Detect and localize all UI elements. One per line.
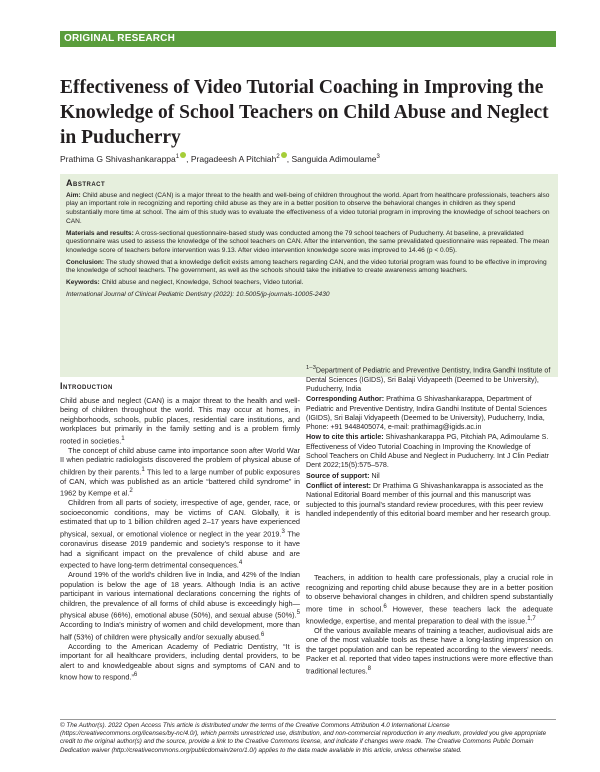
paragraph: Child abuse and neglect (CAN) is a major threat to the health and well-being of children throughout the world. This may occur at homes, in neighborhoods, schools, public places, residential care institutions, and workplaces but primarily in the family setting and is a problem firmly rooted in societies.$^1$ (60, 395, 300, 446)
reference-link[interactable]: 1,7 (527, 614, 536, 622)
paragraph: Children from all parts of society, irrespective of age, gender, race, or socioeconomic conditions, may be victims of CAN. Globally, it is estimated that up to 1 billion children aged 2–17 years have experienced physical, sexual, or emotional violence or neglect in the year 2019.$^3$ The coronavirus disease 2019 pandemic and society's response to it have had a significant impact on the prevalence of child abuse and are expected to have long-term detrimental consequences.$^4$ (60, 498, 300, 570)
paragraph: Teachers, in addition to health care professionals, play a crucial role in recognizing and reporting child abuse because they are in a better position to observe behavioral changes in children, and children spend substantially more time in school.$^6$ However, these teachers lack the adequate knowledge, expertise, and mental preparation to deal with the issue.$^{1,7}$ (306, 573, 553, 626)
reference-link[interactable]: 4 (238, 559, 243, 567)
paragraph: Of the various available means of training a teacher, audiovisual aids are one of the most valuable tools as these have a long-lasting impression on the target population and can be repeated according to the viewers' needs. Packer et al. reported that video tapes instructions were more effective than traditional lectures.$^8$ (306, 625, 553, 676)
reference-link[interactable]: 6 (260, 630, 265, 638)
paragraph: According to the American Academy of Pediatric Dentistry, “It is important for all healthcare providers, including dental providers, to be alert to and knowledgeable about signs and symptoms of CAN and to know how to respond.”$^6$ (60, 641, 300, 682)
abstract-box (60, 174, 558, 377)
article-title: Effectiveness of Video Tutorial Coaching in Improving the Knowledge of School Teachers on Child Abuse and Neglect in Puducherry (60, 77, 549, 148)
reference-link[interactable]: 8 (367, 664, 372, 672)
license-footer: © The Author(s). 2022 Open Access This article is distributed under the terms of the Creative Commons Attribution 4.0 International License (https://creativecommons.org/licenses/by-nc/4.0/), which permits unrestricted use, distribution, and non-commercial reproduction in any medium, provided you give appropriate credit to the original author(s) and the source, provide a link to the Creative Commons license, and indicate if changes were made. The Creative Commons Public Domain Dedication waiver (http://creativecommons.org/publicdomain/zero/1.0/) applies to the data made available in this article, unless otherwise stated. (60, 719, 556, 755)
reference-link[interactable]: 1 (121, 434, 125, 442)
affiliation-sup: 3 (376, 154, 380, 160)
journal-citation[interactable]: International Journal of Clinical Pediatric Dentistry (2022): 10.5005/jp-journals-10005-2430 (66, 290, 330, 298)
affiliation: $^{1-3}$Department of Pediatric and Preventive Dentistry, Indira Gandhi Institute of Dental Sciences (IGIDS), Sri Balaji Vidyapeeth (Deemed to be University), Puducherry, India (306, 365, 551, 393)
paragraph: The concept of child abuse came into importance soon after World War II when pediatric radiologists discovered the problem of physical abuse of children by their parents.$^1$ This led to a large number of public exposures of CAN, which was published as an article “battered child syndrome” in 1962 by Kempe et al.$^2$ (60, 445, 300, 498)
orcid-icon[interactable] (281, 152, 287, 158)
author-name[interactable]: Prathima G Shivashankarappa (60, 153, 176, 164)
reference-link[interactable]: 1 (141, 465, 145, 473)
orcid-icon[interactable] (180, 152, 186, 158)
how-to-cite: How to cite this article: Shivashankarappa PG, Pitchiah PA, Adimoulame S. Effectiveness of Video Tutorial Coaching in Improving the Knowledge of School Teachers on Child Abuse and Neglect in Puducherry. Int J Clin Pediatr Dent 2022;15(5):575–578. (306, 433, 550, 470)
reference-link[interactable]: 3 (281, 527, 285, 535)
reference-link[interactable]: 5 (296, 609, 300, 617)
conflict-of-interest: Conflict of interest: Dr Prathima G Shivashankarappa is associated as the National Editorial Board member of this journal and this manuscript was subjected to this journal's standard review procedures, with this peer review handled independently of this editorial board member and her research group. (306, 481, 551, 518)
corresponding-author: Corresponding Author: Prathima G Shivashankarappa, Department of Pediatric and Preventive Dentistry, Indira Gandhi Institute of Dental Sciences (IGIDS), Sri Balaji Vidyapeeth (Deemed to be University), Puducherry, India, Phone: +91 9448405074, e-mail: prathimag@igids.ac.in (306, 395, 547, 432)
author-name[interactable]: Pragadeesh A Pitchiah (190, 153, 277, 164)
affiliation-sup: 1 (175, 154, 180, 160)
abstract-aim: Aim: Child abuse and neglect (CAN) is a major threat to the health and well-being of children throughout the world. Apart from healthcare professionals, teachers also play an important role in recognizing and reporting child abuse as they are in a better position to observe the behavioral changes in children as they spend substantially more time at school. The aim of this study was to evaluate the effectiveness of a video tutorial program in improving the knowledge of school teachers on CAN. (66, 191, 550, 225)
paragraph: Around 19% of the world's children live in India, and 42% of the Indian population is below the age of 18 years. Although India is an active participant in various international declarations concerning the rights of children, the prevalence of all forms of child abuse is exceedingly high—physical abuse (66%), emotional abuse (50%), and sexual abuse (50%).$^5$ According to India's ministry of women and child development, more than half (53%) of children were physically and/or sexually abused.$^6$ (60, 570, 300, 642)
right-body-column (306, 573, 553, 676)
affiliation-sup: 2 (276, 154, 280, 160)
reference-link[interactable]: 6 (383, 602, 387, 610)
introduction-heading: Introduction (60, 381, 113, 391)
abstract-keywords: Keywords: Child abuse and neglect, Knowledge, School teachers, Video tutorial. (66, 279, 304, 287)
section-tag: ORIGINAL RESEARCH (60, 31, 556, 47)
author-list: Prathima G Shivashankarappa$^1$ , Pragadeesh A Pitchiah$^2$ , Sanguida Adimoulame$^3$ (60, 153, 380, 164)
author-name[interactable]: Sanguida Adimoulame (291, 153, 377, 164)
reference-link[interactable]: 6 (133, 671, 138, 679)
reference-link[interactable]: 2 (129, 487, 133, 495)
article-info-column (306, 364, 553, 520)
source-of-support: Source of support: Nil (306, 471, 380, 480)
abstract-methods: Materials and results: A cross-sectional questionnaire-based study was conducted among the 79 school teachers of Puducherry. At baseline, a prevalidated questionnaire was used to assess the knowledge of the school teachers on CAN. After the intervention, the same prevalidated questionnaire was repeated. The mean knowledge score of teachers before intervention was 9.13. After video intervention knowledge score was improved to 14.46 (p < 0.05). (66, 229, 550, 254)
introduction-column (60, 382, 300, 682)
abstract-conclusion: Conclusion: The study showed that a knowledge deficit exists among teachers regarding CAN, and the video tutorial program was found to be effective in improving the knowledge of school teachers. The government, as well as the schools should take the initiative to create awareness among teachers. (66, 258, 547, 275)
abstract-heading: Abstract (66, 178, 106, 188)
